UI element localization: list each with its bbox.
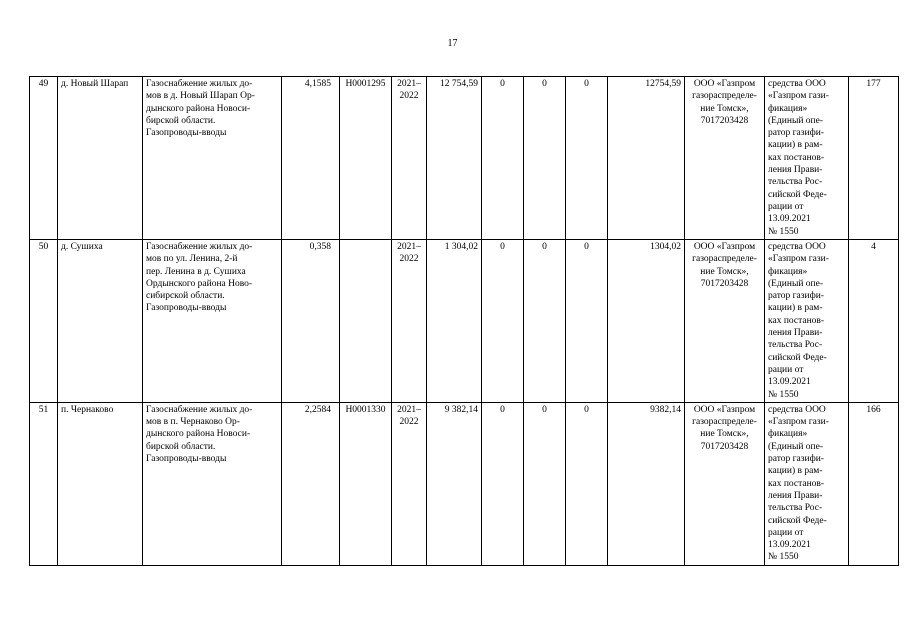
value-cell-2: 0 <box>524 77 566 240</box>
code-cell: Н0001330 <box>340 402 392 565</box>
value-cell-3: 0 <box>566 240 608 403</box>
table-row <box>30 240 899 403</box>
funding-source-cell: средства ООО «Газпром гази- фикация» (Единый опе- ратор газифи- кации) в рам- ках постанов- ления Прави- тельства Рос- сийской Феде- рации от 13.09.2021 № 1550 <box>765 77 849 240</box>
executor-cell: ООО «Газпром газораспределе- ние Томск», 7017203428 <box>685 402 765 565</box>
code-cell: Н0001295 <box>340 77 392 240</box>
length-cell: 0,358 <box>282 240 340 403</box>
code-cell <box>340 240 392 403</box>
object-cell: Газоснабжение жилых до- мов по ул. Ленина, 2-й пер. Ленина в д. Сушиха Ордынского района Ново- сибирской области. Газопроводы-вводы <box>143 240 282 403</box>
value-cell-1: 0 <box>482 240 524 403</box>
row-number: 51 <box>30 402 58 565</box>
executor-cell: ООО «Газпром газораспределе- ние Томск», 7017203428 <box>685 240 765 403</box>
total-cell: 1304,02 <box>608 240 685 403</box>
table-row <box>30 402 899 565</box>
value-cell-2: 0 <box>524 402 566 565</box>
length-cell: 4,1585 <box>282 77 340 240</box>
settlement-cell: д. Новый Шарап <box>58 77 143 240</box>
executor-cell: ООО «Газпром газораспределе- ние Томск», 7017203428 <box>685 77 765 240</box>
value-cell-1: 0 <box>482 402 524 565</box>
object-cell: Газоснабжение жилых до- мов в д. Новый Шарап Ор- дынского района Новоси- бирской области. Газопроводы-вводы <box>143 77 282 240</box>
total-cell: 9382,14 <box>608 402 685 565</box>
settlement-cell: п. Чернаково <box>58 402 143 565</box>
count-cell: 166 <box>849 402 899 565</box>
total-cell: 12754,59 <box>608 77 685 240</box>
length-cell: 2,2584 <box>282 402 340 565</box>
object-cell: Газоснабжение жилых до- мов в п. Чернаково Ор- дынского района Новоси- бирской области. Газопроводы-вводы <box>143 402 282 565</box>
funding-source-cell: средства ООО «Газпром гази- фикация» (Единый опе- ратор газифи- кации) в рам- ках постанов- ления Прави- тельства Рос- сийской Феде- рации от 13.09.2021 № 1550 <box>765 402 849 565</box>
gasification-table <box>29 76 899 566</box>
table-row <box>30 77 899 240</box>
count-cell: 177 <box>849 77 899 240</box>
value-cell-1: 0 <box>482 77 524 240</box>
page-number: 17 <box>447 38 458 49</box>
period-cell: 2021– 2022 <box>392 77 427 240</box>
settlement-cell: д. Сушиха <box>58 240 143 403</box>
count-cell: 4 <box>849 240 899 403</box>
funding-source-cell: средства ООО «Газпром гази- фикация» (Единый опе- ратор газифи- кации) в рам- ках постанов- ления Прави- тельства Рос- сийской Феде- рации от 13.09.2021 № 1550 <box>765 240 849 403</box>
cost-cell: 9 382,14 <box>427 402 482 565</box>
cost-cell: 1 304,02 <box>427 240 482 403</box>
row-number: 50 <box>30 240 58 403</box>
cost-cell: 12 754,59 <box>427 77 482 240</box>
row-number: 49 <box>30 77 58 240</box>
value-cell-3: 0 <box>566 402 608 565</box>
period-cell: 2021– 2022 <box>392 240 427 403</box>
value-cell-2: 0 <box>524 240 566 403</box>
period-cell: 2021– 2022 <box>392 402 427 565</box>
value-cell-3: 0 <box>566 77 608 240</box>
